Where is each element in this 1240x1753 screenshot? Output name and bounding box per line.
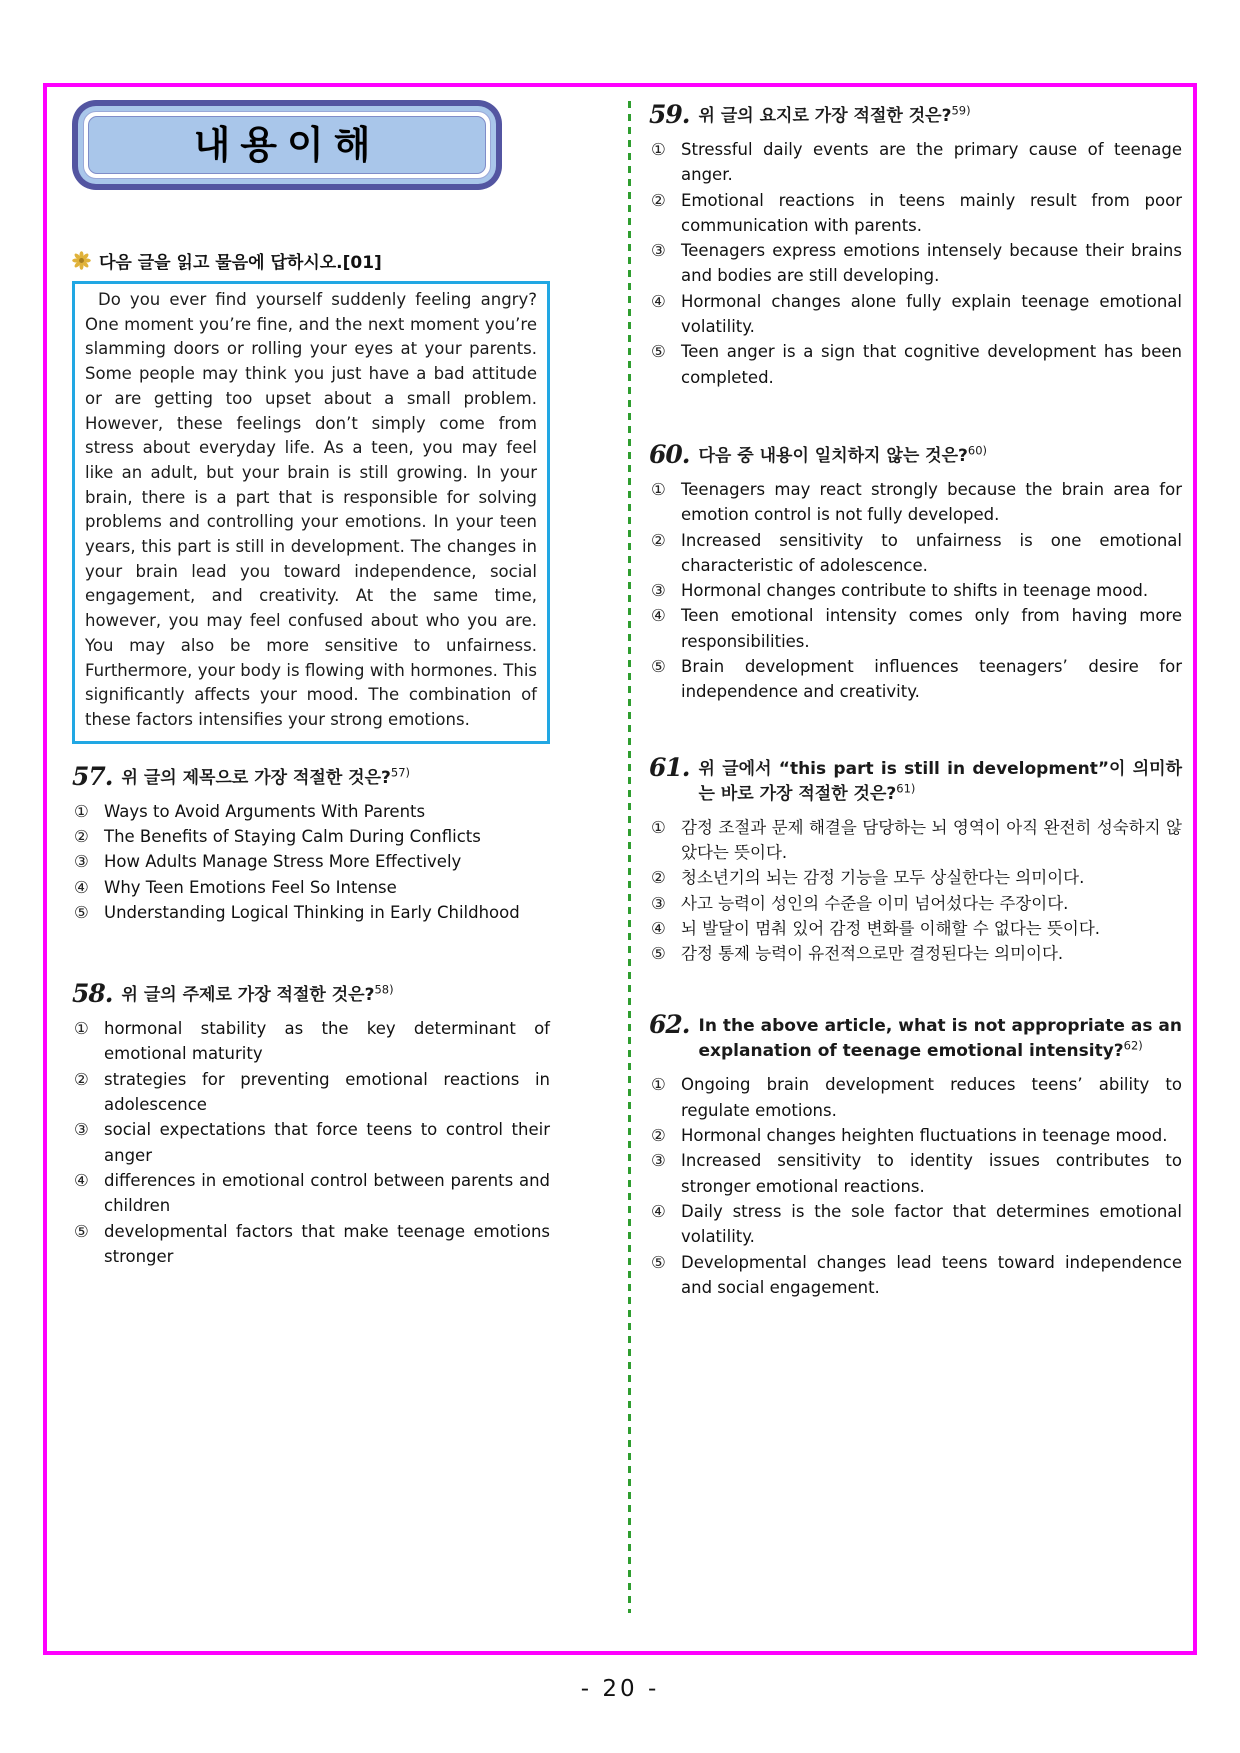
option-marker: ② [651,530,666,550]
footnote-ref: 61) [896,780,916,795]
footnote-ref: 58) [374,982,394,997]
option-marker: ④ [651,291,666,311]
option-text: The Benefits of Staying Calm During Conflicts [104,826,481,846]
options-list [649,1072,1182,1300]
option-text: Ongoing brain development reduces teens’ ability to regulate emotions. [681,1075,1182,1120]
option-marker: ① [651,140,666,159]
question-62 [649,1012,1182,1300]
question-58 [72,981,550,1269]
page-number: - 20 - [580,1676,660,1702]
option-3 [651,891,1182,916]
options-list [72,1016,550,1269]
title-ring-outer [78,106,496,184]
question-prompt-text: In the above article, what is not appropriate as an explanation of teenage emotional intensity? [698,1016,1182,1062]
option-text: Emotional reactions in teens mainly result from poor communication with parents. [681,190,1182,235]
option-marker: ⑤ [651,657,666,677]
option-marker: ③ [651,1151,666,1171]
option-2 [651,865,1182,890]
option-4 [74,1168,550,1219]
question-number: 60. [649,439,690,469]
option-5 [651,1250,1182,1301]
option-marker: ④ [74,877,89,897]
option-marker: ① [651,1075,666,1095]
option-marker: ⑤ [651,342,666,362]
question-prompt [699,442,988,469]
option-2 [74,1067,550,1118]
section-title: 내용이해 [88,116,486,174]
instruction-row [72,248,550,273]
option-text: Stressful daily events are the primary cause of teenage anger. [681,140,1182,185]
option-text: hormonal stability as the key determinant of emotional maturity [104,1019,550,1064]
option-3 [74,1117,550,1168]
option-1 [74,1016,550,1067]
option-text: Hormonal changes heighten fluctuations in teenage mood. [681,1126,1168,1146]
option-marker: ① [651,817,666,837]
option-text: Hormonal changes alone fully explain teenage emotional volatility. [681,291,1182,337]
option-text: Why Teen Emotions Feel So Intense [104,877,397,897]
options-list [649,137,1182,390]
question-header [72,761,550,791]
option-text: strategies for preventing emotional reactions in adolescence [104,1069,550,1115]
question-header [649,752,1182,807]
option-5 [651,654,1182,705]
option-3 [74,849,550,874]
footnote-ref: 57) [390,765,410,779]
question-prompt [699,755,1183,807]
option-marker: ② [74,826,89,846]
option-marker: ④ [74,1170,89,1190]
option-text: 뇌 발달이 멈춰 있어 감정 변화를 이해할 수 없다는 뜻이다. [681,918,1101,938]
option-text: 감정 조절과 문제 해결을 담당하는 뇌 영역이 아직 완전히 성숙하지 않았다는 뜻이다. [681,817,1182,862]
question-prompt [699,102,971,129]
option-marker: ⑤ [74,902,89,922]
option-5 [74,900,550,925]
question-prompt-text: 다음 중 내용이 일치하지 않는 것은? [698,445,968,466]
question-header [649,1012,1182,1064]
flower-icon [72,251,91,270]
option-1 [651,137,1182,188]
option-marker: ⑤ [651,1252,666,1272]
question-number: 57. [72,761,113,791]
footnote-ref: 59) [951,103,971,118]
question-57 [72,761,550,925]
question-prompt [699,1012,1183,1064]
question-prompt-text: 위 글의 요지로 가장 적절한 것은? [698,106,952,126]
passage-text: Do you ever find yourself suddenly feeling angry? One moment you’re fine, and the next moment you’re slamming doors or rolling your eyes at your parents. Some people may think you just have a bad attitude or are getting too upset about a small problem. However, these feelings don’t simply come from stress about everyday life. As a teen, you may feel like an adult, but your brain is still growing. In your brain, there is a part that is responsible for solving problems and controlling your emotions. In your teen years, this part is still in development. The changes in your brain lead you toward independence, social engagement, and creativity. At the same time, however, you may feel confused about who you are. You may also be more sensitive to unfairness. Furthermore, your body is flowing with hormones. This significantly affects your mood. The combination of these factors intensifies your strong emotions. [85,290,537,729]
option-4 [651,916,1182,941]
question-number: 62. [649,1010,690,1040]
option-3 [651,578,1182,603]
question-number: 58. [72,979,113,1009]
left-column [72,100,550,1269]
option-marker: ② [651,868,666,888]
option-5 [651,339,1182,390]
option-text: How Adults Manage Stress More Effectively [104,852,462,872]
option-marker: ③ [651,893,666,913]
option-3 [651,238,1182,289]
option-1 [651,815,1182,866]
option-text: social expectations that force teens to control their anger [104,1120,550,1165]
option-5 [74,1219,550,1270]
option-text: Teen emotional intensity comes only from having more responsibilities. [681,606,1182,651]
option-3 [651,1148,1182,1199]
question-prompt [122,764,411,791]
passage-box [72,281,550,744]
option-text: Teen anger is a sign that cognitive development has been completed. [681,342,1182,387]
option-marker: ④ [651,918,666,938]
question-prompt-text: 위 글의 제목으로 가장 적절한 것은? [121,767,391,788]
option-2 [651,528,1182,579]
option-4 [651,289,1182,340]
option-marker: ① [74,801,89,821]
option-text: Increased sensitivity to identity issues contributes to stronger emotional reactions. [681,1151,1182,1196]
instruction-text: 다음 글을 읽고 물음에 답하시오.[01] [99,253,382,273]
option-marker: ③ [74,852,89,872]
option-marker: ② [651,1126,666,1146]
option-text: Brain development influences teenagers’ desire for independence and creativity. [681,657,1182,702]
option-4 [651,1199,1182,1250]
option-text: differences in emotional control between parents and children [104,1170,550,1216]
question-prompt [122,981,394,1008]
section-title-box [72,100,502,190]
question-61 [649,752,1182,967]
question-header [649,439,1182,469]
option-text: Developmental changes lead teens toward independence and social engagement. [681,1252,1182,1297]
question-prompt-text: 위 글의 주제로 가장 적절한 것은? [121,985,375,1006]
column-divider [628,101,631,1613]
question-number: 61. [649,752,690,782]
option-text: Teenagers may react strongly because the brain area for emotion control is not fully developed. [681,479,1182,525]
option-text: 감정 통제 능력이 유전적으로만 결정된다는 의미이다. [681,944,1064,964]
option-marker: ② [74,1069,89,1089]
options-list [649,815,1182,967]
option-marker: ③ [651,581,666,601]
question-header [72,981,550,1008]
question-header [649,102,1182,129]
option-2 [651,1123,1182,1148]
option-marker: ③ [74,1120,89,1140]
title-ring-inner [83,111,491,179]
option-marker: ② [651,190,666,210]
question-59 [649,102,1182,390]
options-list [72,799,550,925]
option-text: Understanding Logical Thinking in Early Childhood [104,902,520,922]
option-marker: ① [74,1019,89,1039]
option-1 [651,1072,1182,1123]
option-2 [651,188,1182,239]
option-text: Teenagers express emotions intensely because their brains and bodies are still developing. [681,241,1182,286]
option-text: Daily stress is the sole factor that determines emotional volatility. [681,1201,1182,1247]
option-1 [651,477,1182,528]
page-border [43,83,1197,1655]
option-5 [651,941,1182,966]
option-text: 청소년기의 뇌는 감정 기능을 모두 상실한다는 의미이다. [681,868,1085,888]
question-number: 59. [649,100,690,129]
option-4 [651,603,1182,654]
option-marker: ③ [651,241,666,261]
option-2 [74,824,550,849]
option-text: developmental factors that make teenage emotions stronger [104,1221,550,1266]
footnote-ref: 60) [967,443,987,458]
option-text: 사고 능력이 성인의 수준을 이미 넘어섰다는 주장이다. [681,893,1069,913]
option-marker: ④ [651,1201,666,1221]
options-list [649,477,1182,705]
option-marker: ④ [651,606,666,626]
option-4 [74,875,550,900]
option-1 [74,799,550,824]
option-marker: ① [651,479,666,499]
right-column [649,100,1182,1300]
option-text: Hormonal changes contribute to shifts in teenage mood. [681,581,1149,601]
option-marker: ⑤ [651,944,666,964]
option-marker: ⑤ [74,1221,89,1241]
question-prompt-text: 위 글에서 “this part is still in development”이 의미하는 바로 가장 적절한 것은? [698,758,1182,804]
option-text: Ways to Avoid Arguments With Parents [104,801,426,821]
footnote-ref: 62) [1123,1038,1143,1053]
question-60 [649,439,1182,705]
option-text: Increased sensitivity to unfairness is one emotional characteristic of adolescence. [681,530,1182,575]
